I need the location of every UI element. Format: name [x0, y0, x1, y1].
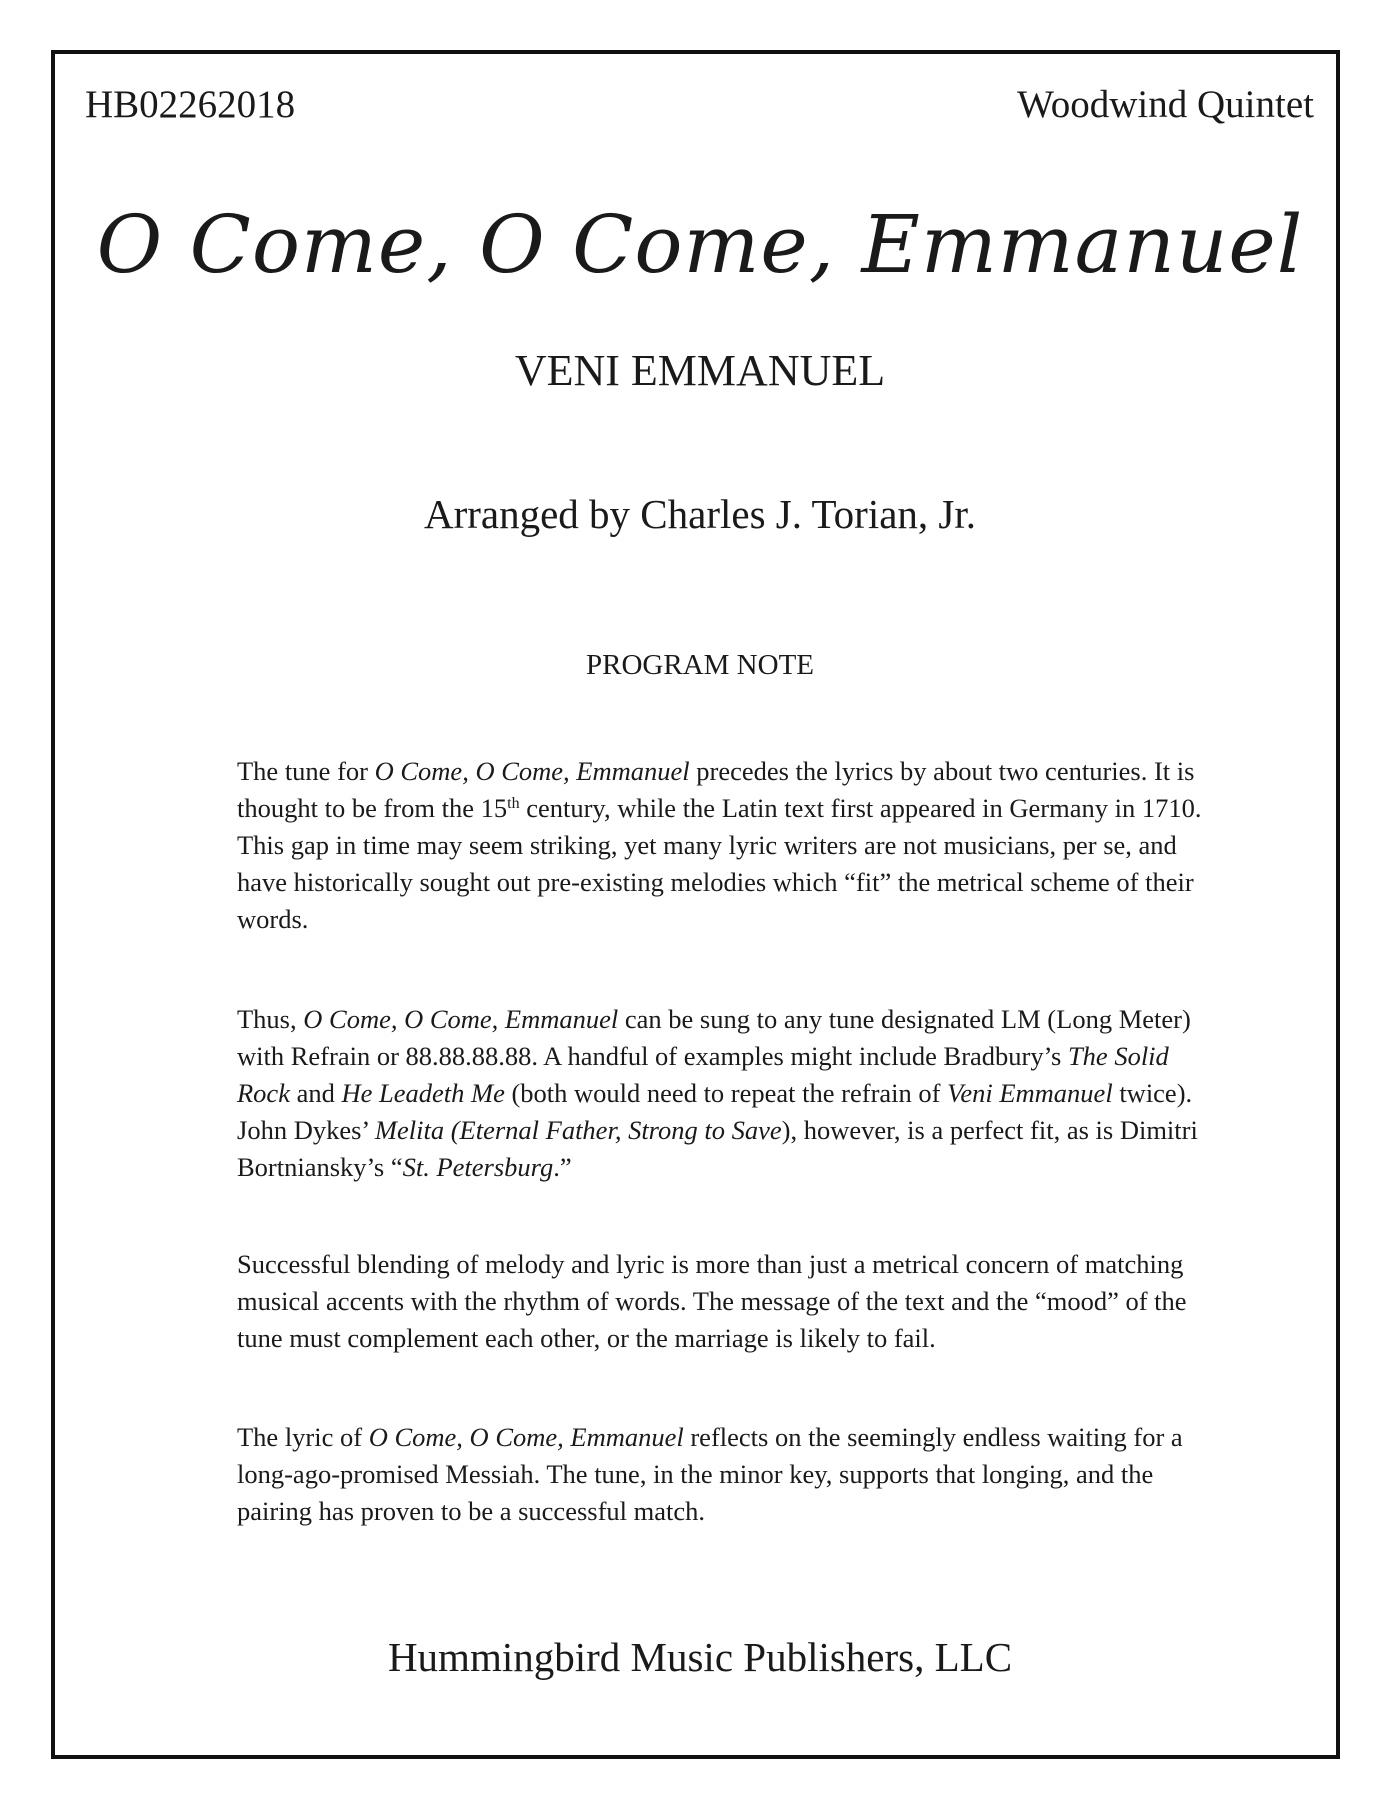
program-note-heading: PROGRAM NOTE	[586, 649, 814, 681]
catalog-number: HB02262018	[85, 83, 296, 126]
ensemble-label: Woodwind Quintet	[1017, 83, 1314, 126]
program-note-paragraph-2: Thus, O Come, O Come, Emmanuel can be sung to any tune designated LM (Long Meter) with Refrain or 88.88.88.88. A handful of examples might include Bradbury’s The Solid Rock and He Leadeth Me (both would need to repeat the refrain of Veni Emmanuel twice). John Dykes’ Melita (Eternal Father, Strong to Save), however, is a perfect fit, as is Dimitri Bortniansky’s “St. Petersburg.”	[237, 1004, 1198, 1182]
program-note-paragraph-3: Successful blending of melody and lyric is more than just a metrical concern of matching musical accents with the rhythm of words. The message of the text and the “mood” of the tune must complement each other, or the marriage is likely to fail.	[237, 1249, 1187, 1353]
piece-title: O Come, O Come, Emmanuel	[96, 198, 1304, 291]
arranger-credit: Arranged by Charles J. Torian, Jr.	[423, 491, 977, 537]
publisher-name: Hummingbird Music Publishers, LLC	[387, 1634, 1013, 1680]
program-note-paragraph-1: The tune for O Come, O Come, Emmanuel precedes the lyrics by about two centuries. It is thought to be from the 15th century, while the Latin text first appeared in Germany in 1710. This gap in time may seem striking, yet many lyric writers are not musicians, per se, and have historically sought out pre-existing melodies which “fit” the metrical scheme of their words.	[237, 756, 1202, 934]
program-note-paragraph-4: The lyric of O Come, O Come, Emmanuel reflects on the seemingly endless waiting for a long-ago-promised Messiah. The tune, in the minor key, supports that longing, and the pairing has proven to be a successful match.	[237, 1422, 1183, 1526]
tune-name: VENI EMMANUEL	[514, 346, 886, 395]
